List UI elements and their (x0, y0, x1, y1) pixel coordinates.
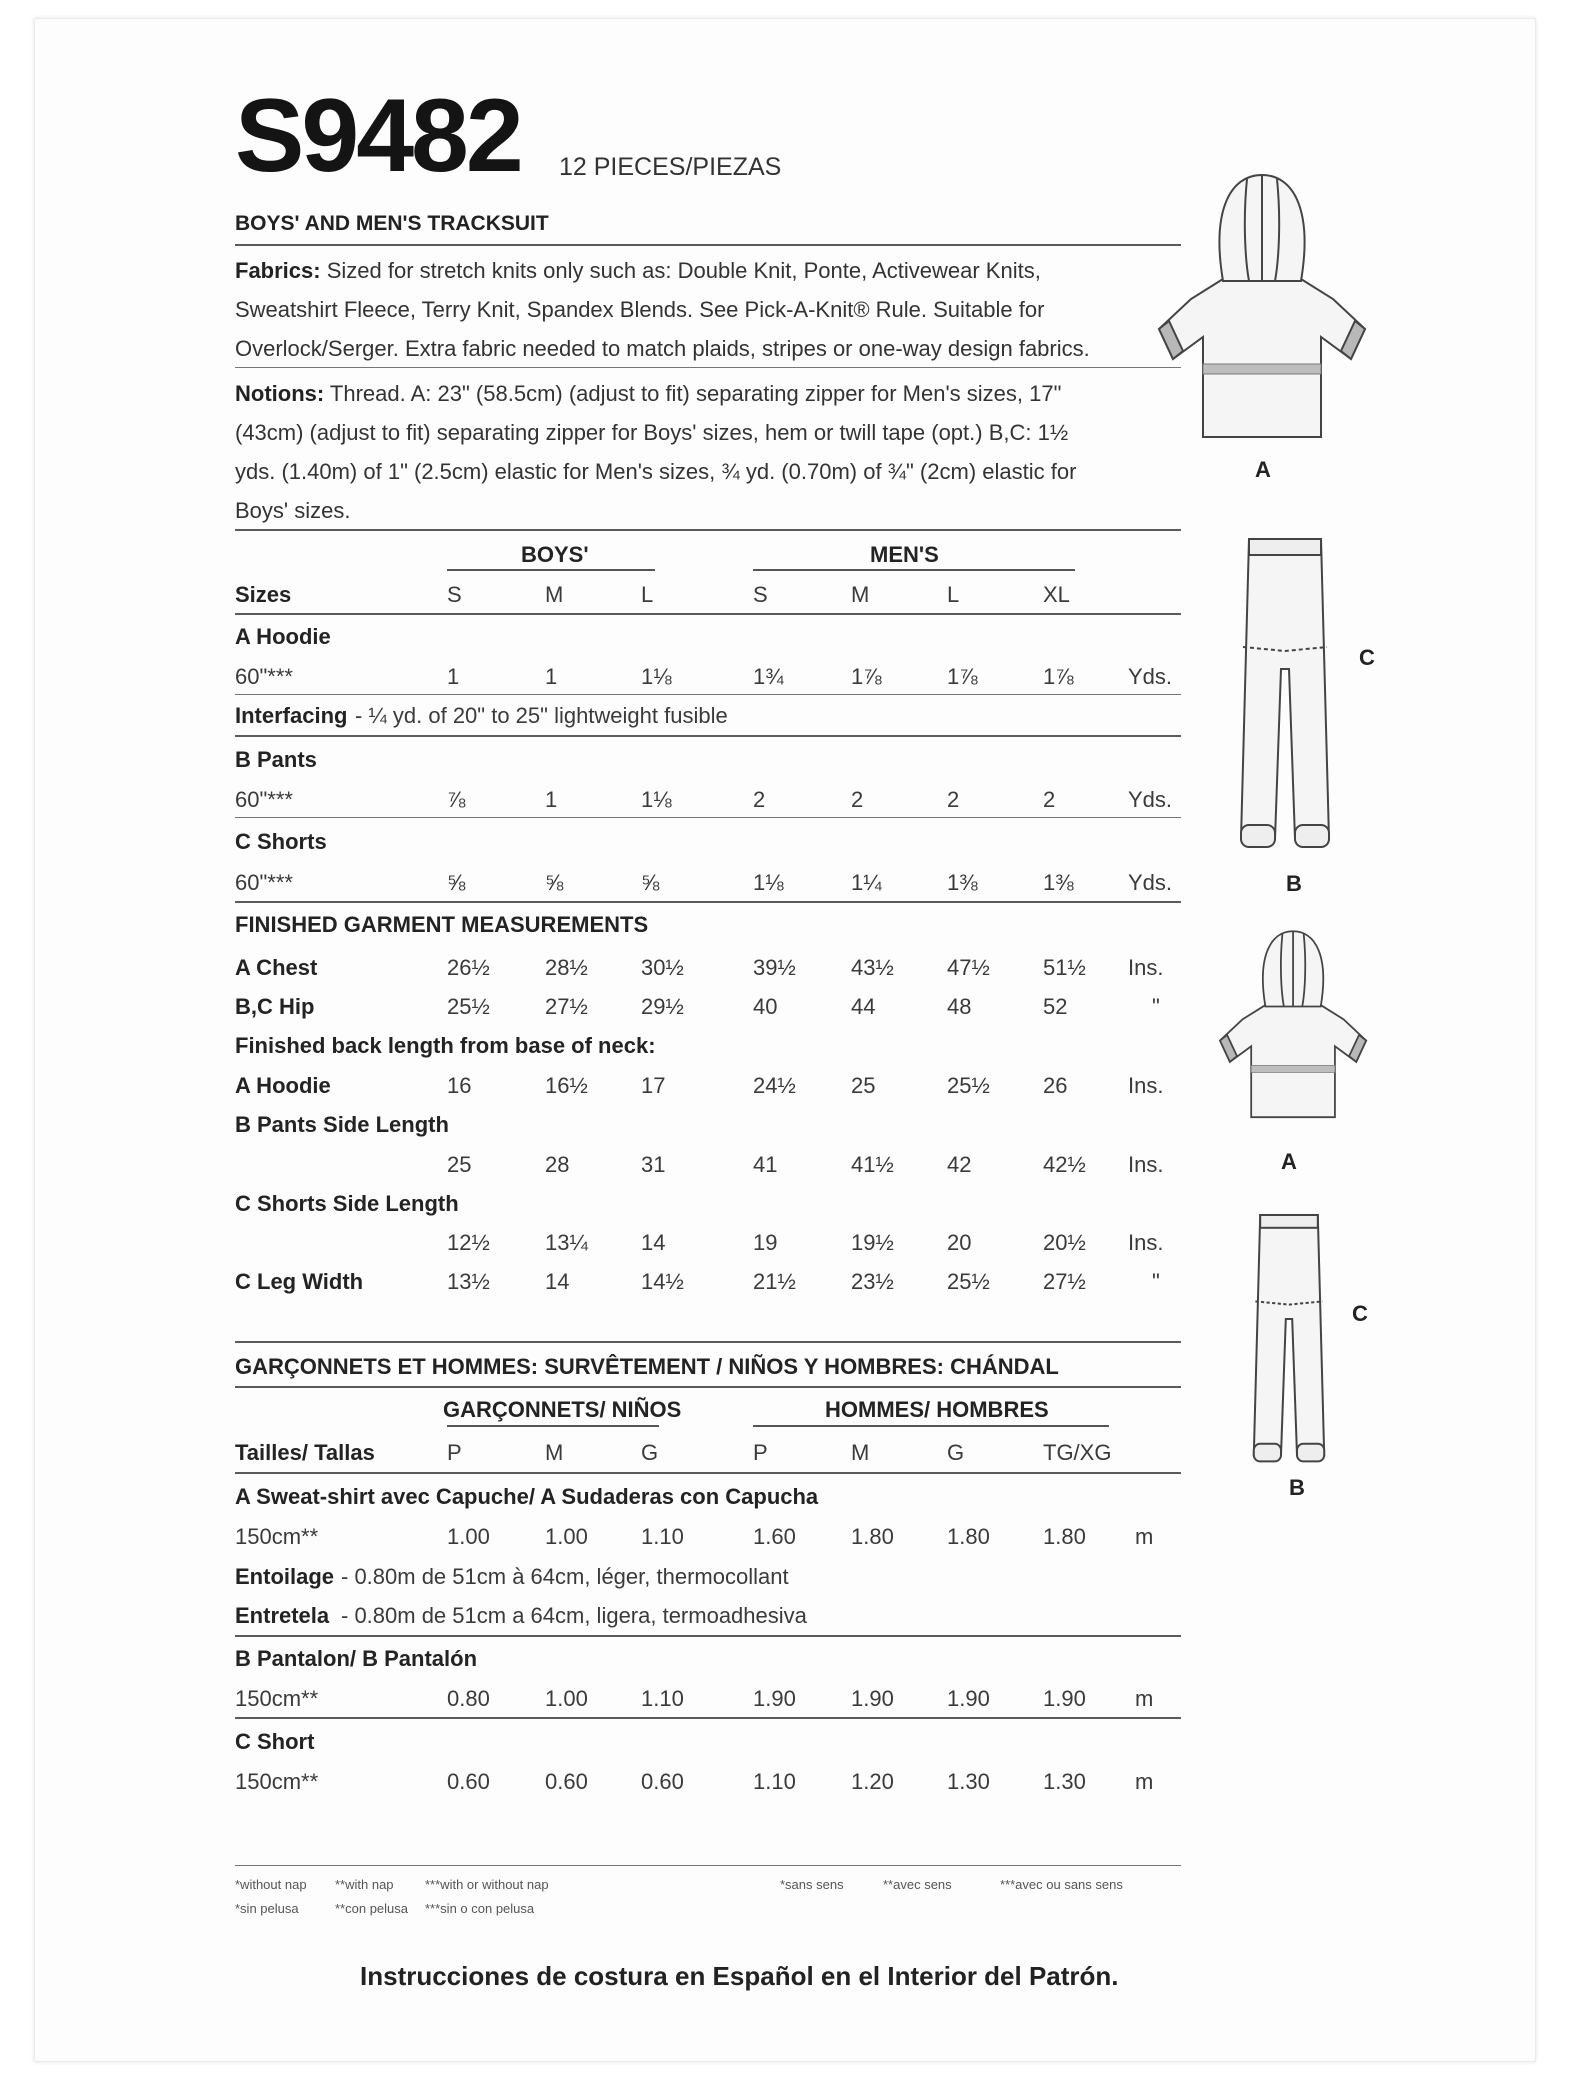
waistband (1260, 1215, 1318, 1228)
meterage-value: 0.60 (545, 1769, 588, 1794)
size-header: M (545, 1440, 564, 1465)
divider (235, 817, 1181, 818)
measurement-value: 47½ (947, 955, 990, 980)
meterage-value: 1.20 (851, 1769, 894, 1794)
fabrics-label: Fabrics: (235, 258, 321, 283)
view-label: A (1255, 457, 1271, 482)
measurement-value: 52 (1043, 994, 1068, 1019)
yardage-value: 1⅞ (947, 664, 978, 689)
ditto-mark: " (1152, 994, 1160, 1019)
unit-label: Yds. (1128, 870, 1173, 895)
measurement-value: 39½ (753, 955, 796, 980)
meterage-value: 1.00 (447, 1524, 490, 1549)
unit-label: m (1135, 1686, 1154, 1711)
measurement-value: 42½ (1043, 1152, 1086, 1177)
fabrics-paragraph (235, 251, 1181, 368)
group-garconnets: GARÇONNETS/ NIÑOS (443, 1397, 682, 1422)
divider (235, 244, 1181, 246)
hoodie-illustration (1213, 927, 1393, 1147)
measurement-value: 13¼ (545, 1230, 588, 1255)
meterage-value: 1.90 (851, 1686, 894, 1711)
measurement-value: 21½ (753, 1269, 796, 1294)
measurement-value: 51½ (1043, 955, 1086, 980)
meterage-value: 1.80 (947, 1524, 990, 1549)
chest-stripe (1203, 364, 1321, 374)
meterage-value: 1.80 (1043, 1524, 1086, 1549)
unit-label: Ins. (1128, 1073, 1164, 1098)
fabric-width: 60"*** (235, 664, 293, 689)
notions-paragraph (235, 374, 1181, 530)
cuff-left (1254, 1444, 1281, 1462)
measurement-value: 41½ (851, 1152, 894, 1177)
measurement-value: 29½ (641, 994, 684, 1019)
footnote: ***avec ou sans sens (1000, 1877, 1123, 1892)
size-header: P (447, 1440, 462, 1465)
pants-label: B Pants (235, 747, 317, 772)
yardage-value: 1⅛ (753, 870, 784, 895)
pants-outline (1254, 1215, 1324, 1455)
meterage-value: 1.80 (851, 1524, 894, 1549)
measurement-value: 42 (947, 1152, 972, 1177)
size-header: M (545, 582, 564, 607)
measurement-value: 14 (641, 1230, 666, 1255)
unit-label: m (1135, 1769, 1154, 1794)
measurement-value: 20½ (1043, 1230, 1086, 1255)
size-header: L (947, 582, 960, 607)
shorts-label: C Shorts (235, 829, 327, 854)
shorts-side-label: C Shorts Side Length (235, 1191, 459, 1216)
measurement-value: 14 (545, 1269, 570, 1294)
hoodie-illustration (1151, 169, 1401, 479)
footnote: *sin pelusa (235, 1901, 299, 1916)
divider (235, 1386, 1181, 1388)
footnote: ***with or without nap (425, 1877, 549, 1892)
meterage-value: 1.60 (753, 1524, 796, 1549)
measurement-value: 28½ (545, 955, 588, 980)
size-header: M (851, 582, 870, 607)
yardage-value: ⅝ (447, 870, 466, 895)
yardage-value: 1 (447, 664, 460, 689)
sweatshirt-label: A Sweat-shirt avec Capuche/ A Sudaderas con Capucha (235, 1484, 819, 1509)
yardage-value: 2 (947, 787, 960, 812)
pants-illustration (1225, 529, 1365, 869)
size-header: G (947, 1440, 965, 1465)
meterage-value: 0.80 (447, 1686, 490, 1711)
view-label: B (1289, 1475, 1305, 1500)
group-mens: MEN'S (870, 542, 939, 567)
fabric-width: 150cm** (235, 1769, 319, 1794)
measurement-value: 23½ (851, 1269, 894, 1294)
cuff-left (1241, 825, 1275, 847)
size-header: M (851, 1440, 870, 1465)
divider (235, 1341, 1181, 1343)
view-label: C (1352, 1301, 1368, 1326)
unit-label: Ins. (1128, 955, 1164, 980)
size-header: L (641, 582, 654, 607)
cuff-right (1297, 1444, 1324, 1462)
yardage-value: 1⅛ (641, 787, 672, 812)
footnote: ***sin o con pelusa (425, 1901, 535, 1916)
hoodie-body (1159, 279, 1365, 437)
group-hommes: HOMMES/ HOMBRES (825, 1397, 1049, 1422)
fabrics-line: Sized for stretch knits only such as: Double Knit, Ponte, Activewear Knits, (320, 258, 1041, 283)
footnote: *sans sens (780, 1877, 844, 1892)
measurement-value: 19 (753, 1230, 778, 1255)
pants-side-label: B Pants Side Length (235, 1112, 449, 1137)
view-label: C (1359, 645, 1375, 670)
yardage-value: 1⅜ (1043, 870, 1074, 895)
notions-line: Thread. A: 23" (58.5cm) (adjust to fit) separating zipper for Men's sizes, 17" (324, 381, 1062, 406)
meterage-value: 0.60 (641, 1769, 684, 1794)
footnote: **con pelusa (335, 1901, 408, 1916)
ditto-mark: " (1152, 1269, 1160, 1294)
entoilage-label: Entoilage (235, 1564, 335, 1589)
measurement-value: 13½ (447, 1269, 490, 1294)
size-header: S (753, 582, 768, 607)
measurement-value: 25½ (447, 994, 490, 1019)
yardage-value: 1 (545, 787, 558, 812)
pantalon-label: B Pantalon/ B Pantalón (235, 1646, 478, 1671)
footnote: *without nap (235, 1877, 307, 1892)
yardage-value: 1 (545, 664, 558, 689)
meterage-value: 1.90 (1043, 1686, 1086, 1711)
yardage-value: 2 (753, 787, 766, 812)
unit-label: Ins. (1128, 1152, 1164, 1177)
fabric-width: 60"*** (235, 787, 293, 812)
size-header: G (641, 1440, 659, 1465)
measurement-value: 41 (753, 1152, 778, 1177)
pattern-title: BOYS' AND MEN'S TRACKSUIT (235, 212, 549, 235)
divider (235, 1635, 1181, 1637)
yardage-value: 2 (1043, 787, 1056, 812)
meterage-value: 1.00 (545, 1524, 588, 1549)
footnote: **with nap (335, 1877, 394, 1892)
unit-label: Ins. (1128, 1230, 1164, 1255)
leg-width-label: C Leg Width (235, 1269, 364, 1294)
measurement-value: 17 (641, 1073, 666, 1098)
chest-label: A Chest (235, 955, 318, 980)
measurement-value: 26 (1043, 1073, 1068, 1098)
notions-line: yds. (1.40m) of 1" (2.5cm) elastic for Men's sizes, ¾ yd. (0.70m) of ¾" (2cm) elastic for (235, 459, 1077, 484)
fabric-width: 150cm** (235, 1524, 319, 1549)
pants-outline (1241, 539, 1329, 839)
measurement-value: 25½ (947, 1073, 990, 1098)
divider (235, 1865, 1181, 1866)
measurement-value: 27½ (1043, 1269, 1086, 1294)
entretela-label: Entretela (235, 1603, 330, 1628)
size-header: XL (1043, 582, 1070, 607)
fabric-width: 150cm** (235, 1686, 319, 1711)
group-underline (753, 569, 1075, 571)
entretela-text: - 0.80m de 51cm a 64cm, ligera, termoadhesiva (341, 1603, 807, 1628)
measurement-value: 19½ (851, 1230, 894, 1255)
measurement-value: 12½ (447, 1230, 490, 1255)
divider (235, 735, 1181, 737)
divider (235, 694, 1181, 695)
fabrics-line: Sweatshirt Fleece, Terry Knit, Spandex Blends. See Pick-A-Knit® Rule. Suitable for (235, 297, 1045, 322)
yardage-value: 1⅞ (851, 664, 882, 689)
group-boys: BOYS' (521, 542, 589, 567)
measurement-value: 24½ (753, 1073, 796, 1098)
divider (235, 901, 1181, 903)
short-label: C Short (235, 1729, 315, 1754)
measurement-value: 27½ (545, 994, 588, 1019)
yardage-value: ⅝ (641, 870, 660, 895)
hoodie-label: A Hoodie (235, 624, 331, 649)
meterage-value: 1.30 (947, 1769, 990, 1794)
yardage-value: 1⅜ (947, 870, 978, 895)
cuff-right (1295, 825, 1329, 847)
view-label: B (1286, 871, 1302, 896)
measurement-value: 14½ (641, 1269, 684, 1294)
size-header: S (447, 582, 462, 607)
meterage-value: 1.10 (753, 1769, 796, 1794)
yardage-value: 1⅞ (1043, 664, 1074, 689)
group-underline (447, 1425, 659, 1427)
meterage-value: 0.60 (447, 1769, 490, 1794)
group-underline (753, 1425, 1109, 1427)
yardage-value: 1⅛ (641, 664, 672, 689)
view-label: A (1281, 1149, 1297, 1174)
interfacing-label: Interfacing (235, 703, 348, 728)
unit-label: m (1135, 1524, 1154, 1549)
meterage-value: 1.10 (641, 1524, 684, 1549)
chest-stripe (1251, 1065, 1335, 1072)
meterage-value: 1.00 (545, 1686, 588, 1711)
tailles-label: Tailles/ Tallas (235, 1440, 375, 1465)
measurement-value: 16½ (545, 1073, 588, 1098)
yardage-value: 1¾ (753, 664, 784, 689)
divider (235, 1472, 1181, 1474)
measurement-value: 30½ (641, 955, 684, 980)
fgm-heading: FINISHED GARMENT MEASUREMENTS (235, 912, 649, 937)
entoilage-text: - 0.80m de 51cm à 64cm, léger, thermocollant (341, 1564, 789, 1589)
yardage-value: 2 (851, 787, 864, 812)
pattern-number: S9482 (235, 78, 521, 194)
divider (235, 367, 1181, 368)
measurement-value: 31 (641, 1152, 666, 1177)
spanish-instructions-note: Instrucciones de costura en Español en el Interior del Patrón. (360, 1961, 1119, 1991)
back-hoodie-label: A Hoodie (235, 1073, 331, 1098)
size-header: TG/XG (1043, 1440, 1112, 1465)
fr-es-heading: GARÇONNETS ET HOMMES: SURVÊTEMENT / NIÑOS Y HOMBRES: CHÁNDAL (235, 1354, 1059, 1379)
measurement-value: 25 (447, 1152, 472, 1177)
pattern-envelope-back (34, 18, 1536, 2062)
measurement-value: 48 (947, 994, 972, 1019)
notions-line: (43cm) (adjust to fit) separating zipper for Boys' sizes, hem or twill tape (opt.) B,C: 1½ (235, 420, 1069, 445)
meterage-value: 1.10 (641, 1686, 684, 1711)
sizes-label: Sizes (235, 582, 292, 607)
pants-illustration (1241, 1207, 1353, 1479)
hip-label: B,C Hip (235, 994, 315, 1019)
footnote: **avec sens (883, 1877, 952, 1892)
group-underline (447, 569, 655, 571)
unit-label: Yds. (1128, 664, 1173, 689)
notions-line: Boys' sizes. (235, 498, 351, 523)
pieces-count: 12 PIECES/PIEZAS (559, 153, 782, 181)
measurement-value: 43½ (851, 955, 894, 980)
meterage-value: 1.90 (753, 1686, 796, 1711)
fabrics-line: Overlock/Serger. Extra fabric needed to match plaids, stripes or one-way design fabrics. (235, 336, 1090, 361)
interfacing-text: - ¼ yd. of 20" to 25" lightweight fusible (355, 703, 728, 728)
meterage-value: 1.30 (1043, 1769, 1086, 1794)
measurement-value: 44 (851, 994, 876, 1019)
notions-label: Notions: (235, 381, 325, 406)
fabric-width: 60"*** (235, 870, 293, 895)
measurement-value: 26½ (447, 955, 490, 980)
measurement-value: 25½ (947, 1269, 990, 1294)
divider (235, 529, 1181, 531)
measurement-value: 28 (545, 1152, 570, 1177)
yardage-value: ⅞ (447, 787, 466, 812)
back-length-heading: Finished back length from base of neck: (235, 1033, 656, 1058)
measurement-value: 25 (851, 1073, 876, 1098)
size-header: P (753, 1440, 768, 1465)
yardage-value: 1¼ (851, 870, 882, 895)
waistband (1249, 539, 1321, 555)
meterage-value: 1.90 (947, 1686, 990, 1711)
measurement-value: 20 (947, 1230, 972, 1255)
divider (235, 1717, 1181, 1719)
yardage-value: ⅝ (545, 870, 564, 895)
unit-label: Yds. (1128, 787, 1173, 812)
hoodie-body (1220, 1005, 1366, 1117)
measurement-value: 40 (753, 994, 778, 1019)
measurement-value: 16 (447, 1073, 472, 1098)
divider (235, 613, 1181, 615)
